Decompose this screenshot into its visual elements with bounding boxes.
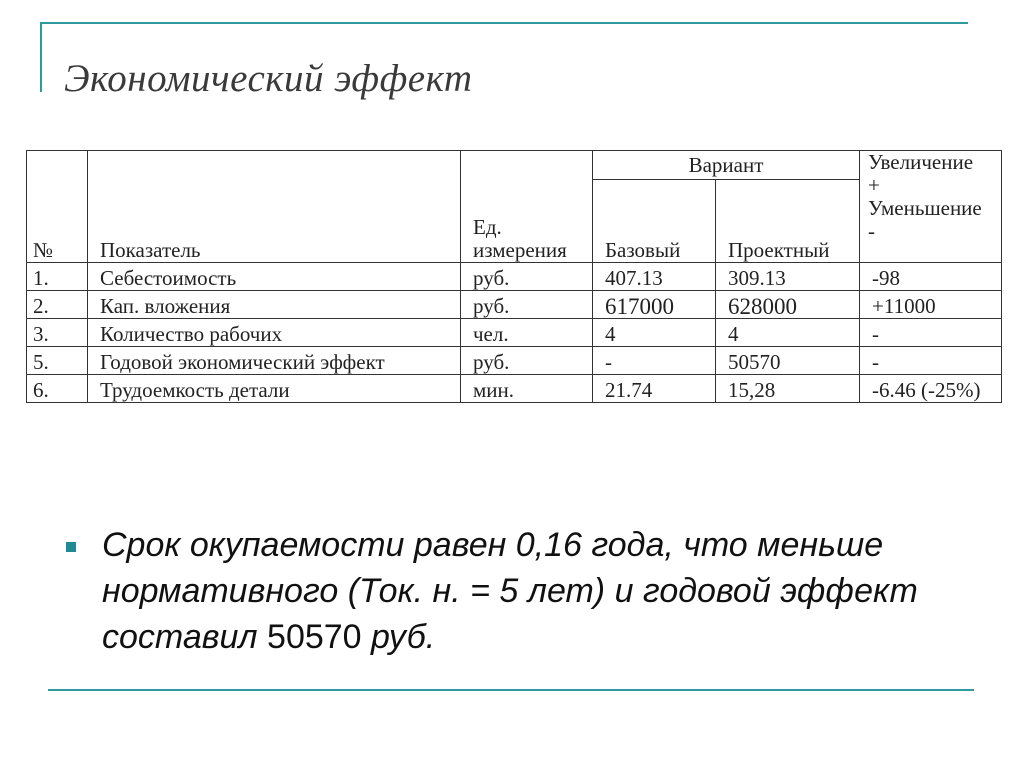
cell-base: 617000 xyxy=(593,291,716,319)
cell-number: 6. xyxy=(27,375,88,403)
header-unit xyxy=(461,151,593,263)
cell-project: 309.13 xyxy=(716,263,860,291)
header-project: Проектный xyxy=(716,180,860,263)
cell-project: 50570 xyxy=(716,347,860,375)
cell-project: 15,28 xyxy=(716,375,860,403)
cell-unit: руб. xyxy=(461,263,593,291)
header-unit-line1: Ед. xyxy=(473,215,502,239)
header-number: № xyxy=(27,151,88,263)
cell-unit: руб. xyxy=(461,347,593,375)
cell-base: 21.74 xyxy=(593,375,716,403)
economic-effect-table xyxy=(26,150,1002,403)
cell-change: - xyxy=(860,347,1002,375)
header-variant: Вариант xyxy=(593,151,860,180)
table-row xyxy=(27,375,1002,403)
frame-top-line xyxy=(40,22,968,24)
bullet-text-part2: руб. xyxy=(361,618,436,656)
cell-base: - xyxy=(593,347,716,375)
frame-bottom-line xyxy=(48,689,974,691)
cell-indicator: Количество рабочих xyxy=(88,319,461,347)
cell-unit: чел. xyxy=(461,319,593,347)
table-row xyxy=(27,291,1002,319)
header-unit-line2: измерения xyxy=(473,238,567,262)
bullet-text xyxy=(102,522,942,660)
header-change-line4: - xyxy=(868,219,875,243)
cell-change: -6.46 (-25%) xyxy=(860,375,1002,403)
header-change-line3: Уменьшение xyxy=(868,196,982,220)
bullet-text-part1: Срок окупаемости равен 0,16 года, что меньше нормативного (Ток. н. = 5 лет) и годовой эффект составил xyxy=(102,526,918,656)
cell-indicator: Трудоемкость детали xyxy=(88,375,461,403)
cell-project: 628000 xyxy=(716,291,860,319)
slide-title: Экономический эффект xyxy=(64,57,473,100)
cell-change: +11000 xyxy=(860,291,1002,319)
cell-number: 3. xyxy=(27,319,88,347)
header-change-line2: + xyxy=(868,173,880,197)
cell-indicator: Кап. вложения xyxy=(88,291,461,319)
header-change-line1: Увеличение xyxy=(868,150,974,174)
cell-base: 4 xyxy=(593,319,716,347)
square-bullet-icon xyxy=(66,542,76,552)
header-indicator: Показатель xyxy=(88,151,461,263)
header-change xyxy=(860,151,1002,263)
cell-indicator: Себестоимость xyxy=(88,263,461,291)
frame-left-line xyxy=(40,22,42,92)
cell-unit: мин. xyxy=(461,375,593,403)
cell-unit: руб. xyxy=(461,291,593,319)
table-row xyxy=(27,263,1002,291)
bullet-amount: 50570 xyxy=(267,618,362,656)
cell-number: 1. xyxy=(27,263,88,291)
table-row xyxy=(27,319,1002,347)
cell-number: 2. xyxy=(27,291,88,319)
cell-change: - xyxy=(860,319,1002,347)
header-base: Базовый xyxy=(593,180,716,263)
table-row xyxy=(27,347,1002,375)
cell-indicator: Годовой экономический эффект xyxy=(88,347,461,375)
cell-base: 407.13 xyxy=(593,263,716,291)
cell-change: -98 xyxy=(860,263,1002,291)
cell-project: 4 xyxy=(716,319,860,347)
table-header-row xyxy=(27,151,1002,180)
cell-number: 5. xyxy=(27,347,88,375)
